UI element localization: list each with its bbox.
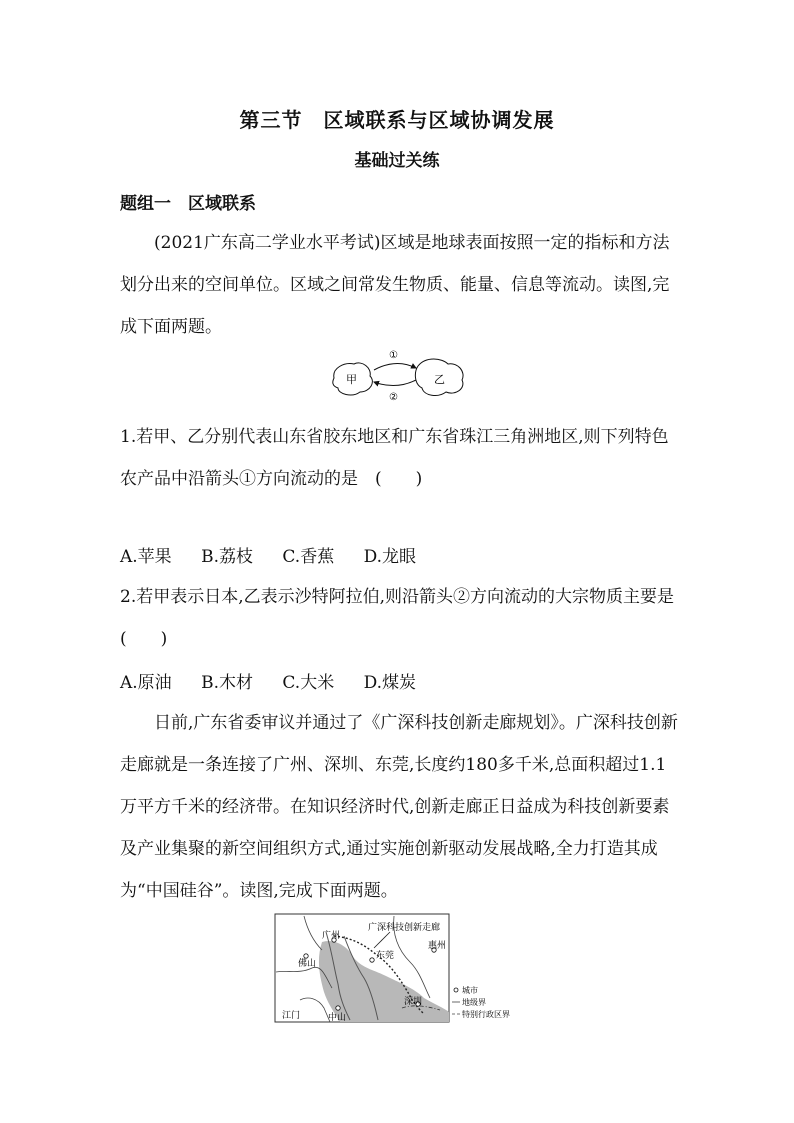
corridor-map <box>274 912 524 1026</box>
flow-diagram <box>330 346 470 402</box>
q1-option-c: C.香蕉 <box>282 547 335 567</box>
legend-prefecture-label: 地级界 <box>462 998 486 1007</box>
arrow-2-label: ② <box>389 392 398 402</box>
legend-city-label: 城市 <box>462 986 478 995</box>
region-yi-label: 乙 <box>434 373 445 386</box>
intro-paragraph-2 <box>120 702 680 912</box>
q2-option-c: C.大米 <box>282 673 335 693</box>
q1-option-a: A.苹果 <box>120 547 172 567</box>
page-title: 第三节 区域联系与区域协调发展 <box>239 108 555 132</box>
question-2-options <box>120 668 440 693</box>
legend-sar-label: 特别行政区界 <box>462 1010 510 1019</box>
city-label-foshan: 佛山 <box>298 959 317 969</box>
group1-heading: 题组一 区域联系 <box>120 194 256 214</box>
page-subtitle: 基础过关练 <box>354 151 440 171</box>
city-label-dongguan: 东莞 <box>376 951 395 961</box>
corridor-label: 广深科技创新走廊 <box>368 923 441 933</box>
city-label-huizhou: 惠州 <box>428 941 447 951</box>
q1-option-b: B.荔枝 <box>201 547 253 567</box>
city-marker-foshan <box>304 954 308 958</box>
city-label-zhongshan: 中山 <box>328 1013 347 1023</box>
intro-paragraph-1 <box>120 222 680 348</box>
question-1: 1.若甲、乙分别代表山东省胶东地区和广东省珠江三角洲地区,则下列特色农产品中沿箭头①方向流动的是 ( ) <box>120 427 669 489</box>
arrow-1 <box>374 363 416 370</box>
arrow-2 <box>374 380 416 386</box>
intro-2-text: 日前,广东省委审议并通过了《广深科技创新走廊规划》。广深科技创新走廊就是一条连接了广州、深圳、东莞,长度约180多千米,总面积超过1.1万平方千米的经济带。在知识经济时代,创新走廊正日益成为科技创新要素及产业集聚的新空间组织方式,通过实施创新驱动发展战略,全力打造其成为“中国硅谷”。读图,完成下面两题。 <box>120 713 678 901</box>
arrow-1-label: ① <box>389 350 398 361</box>
question-2: 2.若甲表示日本,乙表示沙特阿拉伯,则沿箭头②方向流动的大宗物质主要是 ( ) <box>120 587 675 649</box>
city-label-shenzhen: 深圳 <box>404 997 423 1007</box>
city-marker-dongguan <box>370 958 374 962</box>
q2-option-a: A.原油 <box>120 673 172 693</box>
question-1-options <box>120 542 440 567</box>
city-label-jiangmen: 江门 <box>282 1011 301 1021</box>
q2-option-d: D.煤炭 <box>363 673 417 693</box>
city-marker-zhongshan <box>336 1006 340 1010</box>
q1-option-d: D.龙眼 <box>363 547 417 567</box>
intro-1-text: (2021广东高二学业水平考试)区域是地球表面按照一定的指标和方法划分出来的空间单位。区域之间常发生物质、能量、信息等流动。读图,完成下面两题。 <box>120 233 670 337</box>
q2-option-b: B.木材 <box>201 673 253 693</box>
legend-city-icon <box>454 988 458 992</box>
region-jia-label: 甲 <box>346 373 357 386</box>
city-label-guangzhou: 广州 <box>322 931 341 941</box>
